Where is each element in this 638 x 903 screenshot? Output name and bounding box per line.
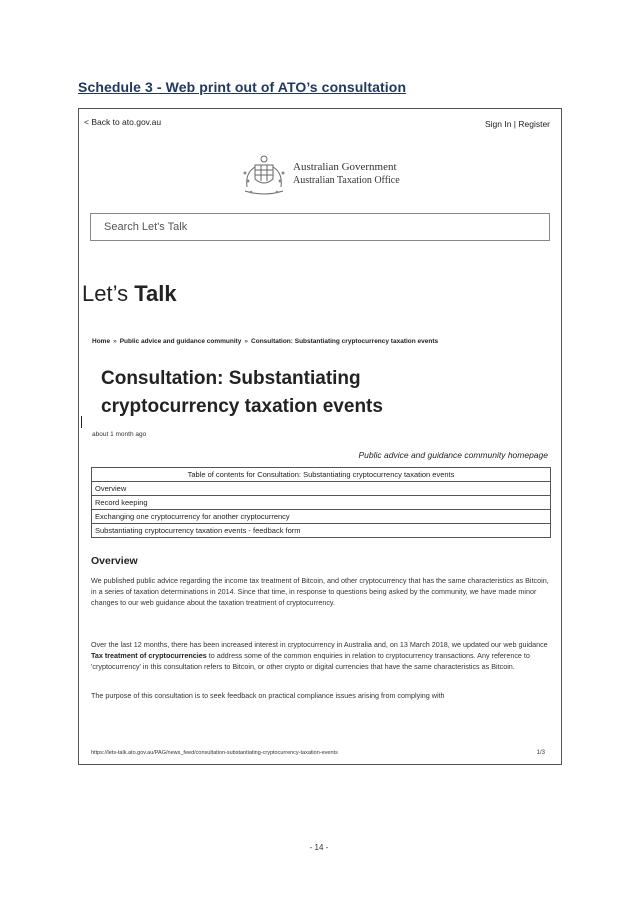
search-input[interactable]: Search Let's Talk [90, 213, 550, 241]
breadcrumb-community[interactable]: Public advice and guidance community [119, 338, 242, 345]
ato-logo [241, 151, 401, 197]
toc-item-exchanging[interactable]: Exchanging one cryptocurrency for another cryptocurrency [92, 510, 551, 524]
lets-talk-brand [82, 281, 177, 307]
community-homepage-link[interactable]: Public advice and guidance community homepage [358, 450, 548, 460]
brand-part2: Talk [134, 281, 177, 306]
toc-item-overview[interactable]: Overview [92, 482, 551, 496]
overview-paragraph-1: We published public advice regarding the income tax treatment of Bitcoin, and other cryptocurrency that has the same characteristics as Bitcoin, in a series of taxation determinations in 2014. Since that time, in response to questions being asked by the community, we have made minor changes to our web guidance about the taxation treatment of cryptocurrency. [91, 576, 549, 607]
back-to-ato-link[interactable]: < Back to ato.gov.au [84, 117, 162, 127]
print-footer-page: 1/3 [536, 750, 545, 756]
schedule-heading: Schedule 3 - Web print out of ATO’s consultation [78, 79, 407, 95]
overview-heading: Overview [91, 555, 138, 567]
para2-text-after: to address some of the common enquiries in relation to cryptocurrency transactions. Any reference to 'cryptocurrency' in this consultation refers to Bitcoin, or other crypto or digital currencies that have the same characteristics as Bitcoin. [91, 651, 530, 671]
breadcrumb-separator: » [244, 338, 249, 345]
print-footer-url: https://lets-talk.ato.gov.au/PAG/news_feed/consultation-substantiating-cryptocurrency-taxation-events [91, 750, 338, 756]
overview-paragraph-3: The purpose of this consultation is to seek feedback on practical compliance issues arising from complying with [91, 691, 445, 700]
text-cursor [81, 416, 82, 428]
top-bar [79, 117, 561, 131]
breadcrumb-current: Consultation: Substantiating cryptocurrency taxation events [251, 338, 439, 345]
breadcrumb-separator: » [113, 338, 117, 345]
web-printout [78, 108, 562, 765]
toc-header: Table of contents for Consultation: Substantiating cryptocurrency taxation events [92, 468, 551, 482]
toc-item-record-keeping[interactable]: Record keeping [92, 496, 551, 510]
page-number: - 14 - [309, 843, 329, 852]
table-of-contents [91, 467, 551, 538]
para2-text-before: Over the last 12 months, there has been increased interest in cryptocurrency in Australia and, on 13 March 2018, we updated our web guidance [91, 640, 548, 649]
brand-part1: Let’s [82, 281, 135, 306]
overview-paragraph-2 [91, 639, 551, 672]
agency-name: Australian Taxation Office [293, 175, 400, 186]
coat-of-arms-icon [241, 151, 287, 197]
toc-item-feedback-form[interactable]: Substantiating cryptocurrency taxation events - feedback form [92, 524, 551, 538]
breadcrumb-home[interactable]: Home [92, 338, 111, 345]
page-title: Consultation: Substantiating cryptocurrency taxation events [101, 368, 383, 417]
gov-name: Australian Government [293, 161, 397, 173]
breadcrumb [92, 338, 438, 345]
tax-treatment-link[interactable]: Tax treatment of cryptocurrencies [91, 651, 207, 660]
post-age: about 1 month ago [92, 431, 147, 438]
sign-in-register-link[interactable]: Sign In | Register [484, 119, 550, 129]
